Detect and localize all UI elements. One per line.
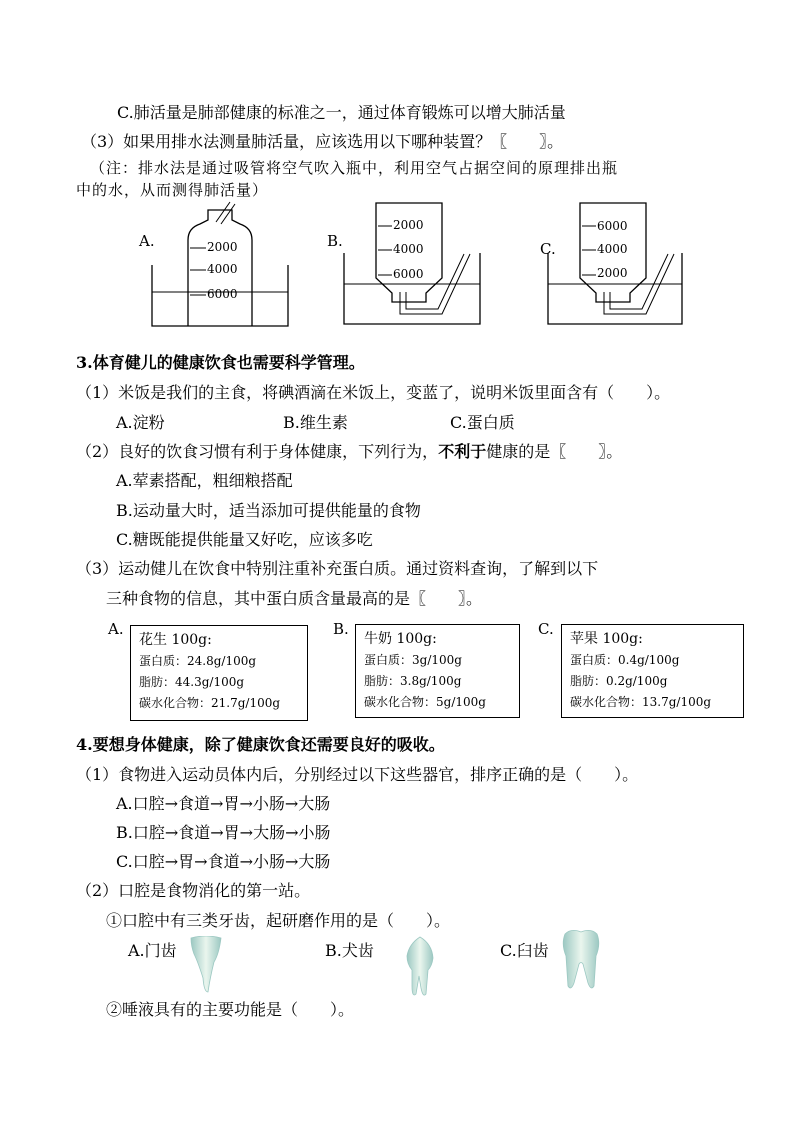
q4-sub2-question: ②唾液具有的主要功能是（ ）。: [106, 1000, 355, 1019]
q4-part1-question: （1）食物进入运动员体内后，分别经过以下这些器官，排序正确的是（ ）。: [76, 765, 639, 784]
q2-note-line1: （注：排水法是通过吸管将空气吹入瓶中，利用空气占据空间的原理排出瓶: [90, 159, 619, 177]
food-a-label: A.: [108, 620, 124, 638]
food-c-label: C.: [538, 620, 554, 638]
q3-part1-question: （1）米饭是我们的主食，将碘酒滴在米饭上，变蓝了，说明米饭里面含有（ ）。: [76, 383, 671, 402]
device-b-tick-3: 6000: [393, 267, 424, 281]
q2-option-c: C.肺活量是肺部健康的标准之一，通过体育锻炼可以增大肺活量: [117, 103, 566, 122]
device-c-tick-1: 6000: [597, 219, 628, 233]
q2-note-line2: 中的水，从而测得肺活量）: [76, 181, 269, 199]
tooth-c-label: C.臼齿: [500, 941, 549, 960]
q3-part2-text-end: 健康的是〖 〗。: [486, 442, 623, 461]
molar-tooth-icon: [561, 928, 601, 992]
food-b-label: B.: [333, 620, 349, 638]
q4-part1-option-c: C.口腔→胃→食道→小肠→大肠: [116, 852, 331, 871]
q3-part2-option-a: A.荤素搭配，粗细粮搭配: [116, 471, 293, 490]
q2-part3-question: （3）如果用排水法测量肺活量，应该选用以下哪种装置？〖 〗。: [81, 132, 564, 151]
q3-part1-option-a: A.淀粉: [116, 413, 165, 432]
food-c-fat: 脂肪：0.2g/100g: [570, 674, 668, 688]
device-a-tick-3: 6000: [207, 287, 238, 301]
food-a-name: 花生 100g:: [139, 632, 212, 648]
canine-tooth-icon: [404, 936, 436, 998]
tooth-a-label: A.门齿: [128, 941, 177, 960]
q3-part2-option-c: C.糖既能提供能量又好吃，应该多吃: [116, 530, 373, 549]
food-a-carb: 碳水化合物：21.7g/100g: [139, 696, 281, 710]
device-a-tick-2: 4000: [207, 262, 238, 276]
device-a-label: A.: [139, 232, 155, 250]
q4-part1-option-b: B.口腔→食道→胃→大肠→小肠: [116, 823, 331, 842]
food-a-protein: 蛋白质：24.8g/100g: [139, 654, 257, 668]
q4-part2-question: （2）口腔是食物消化的第一站。: [76, 881, 311, 900]
q3-part3-question-line1: （3）运动健儿在饮食中特别注重补充蛋白质。通过资料查询，了解到以下: [76, 559, 599, 578]
q3-title: 3.体育健儿的健康饮食也需要科学管理。: [76, 353, 365, 372]
device-c-tick-3: 2000: [597, 266, 628, 280]
device-b-label: B.: [327, 232, 343, 250]
q4-title: 4.要想身体健康，除了健康饮食还需要良好的吸收。: [76, 735, 445, 754]
food-c-protein: 蛋白质：0.4g/100g: [570, 653, 680, 667]
device-b-tick-1: 2000: [393, 218, 424, 232]
food-a-fat: 脂肪：44.3g/100g: [139, 675, 245, 689]
q3-part2-emphasis: 不利于: [438, 442, 487, 461]
q3-part3-question-line2: 三种食物的信息，其中蛋白质含量最高的是〖 〗。: [106, 589, 483, 608]
food-b-carb: 碳水化合物：5g/100g: [364, 695, 486, 709]
food-b-protein: 蛋白质：3g/100g: [364, 653, 462, 667]
q3-part1-option-c: C.蛋白质: [450, 413, 515, 432]
q4-sub1-question: ①口腔中有三类牙齿，起研磨作用的是（ ）。: [106, 911, 451, 930]
food-b-fat: 脂肪：3.8g/100g: [364, 674, 462, 688]
q3-part2-option-b: B.运动量大时，适当添加可提供能量的食物: [116, 501, 421, 520]
device-c-label: C.: [540, 240, 556, 258]
food-card-apple: [561, 624, 744, 718]
food-card-peanut: [130, 625, 308, 721]
q4-part1-option-a: A.口腔→食道→胃→小肠→大肠: [116, 794, 331, 813]
food-c-carb: 碳水化合物：13.7g/100g: [570, 695, 712, 709]
q3-part2-text-start: （2）良好的饮食习惯有利于身体健康，下列行为，: [76, 442, 439, 461]
q3-part1-option-b: B.维生素: [283, 413, 348, 432]
q3-part2-question: [76, 442, 622, 462]
device-c-tick-2: 4000: [597, 242, 628, 256]
food-b-name: 牛奶 100g:: [364, 631, 437, 647]
food-card-milk: [355, 624, 520, 718]
device-a-tick-1: 2000: [207, 240, 238, 254]
device-b-tick-2: 4000: [393, 242, 424, 256]
food-c-name: 苹果 100g:: [570, 631, 643, 647]
device-c-figure: [546, 198, 686, 328]
tooth-b-label: B.犬齿: [325, 941, 374, 960]
incisor-tooth-icon: [188, 936, 224, 994]
